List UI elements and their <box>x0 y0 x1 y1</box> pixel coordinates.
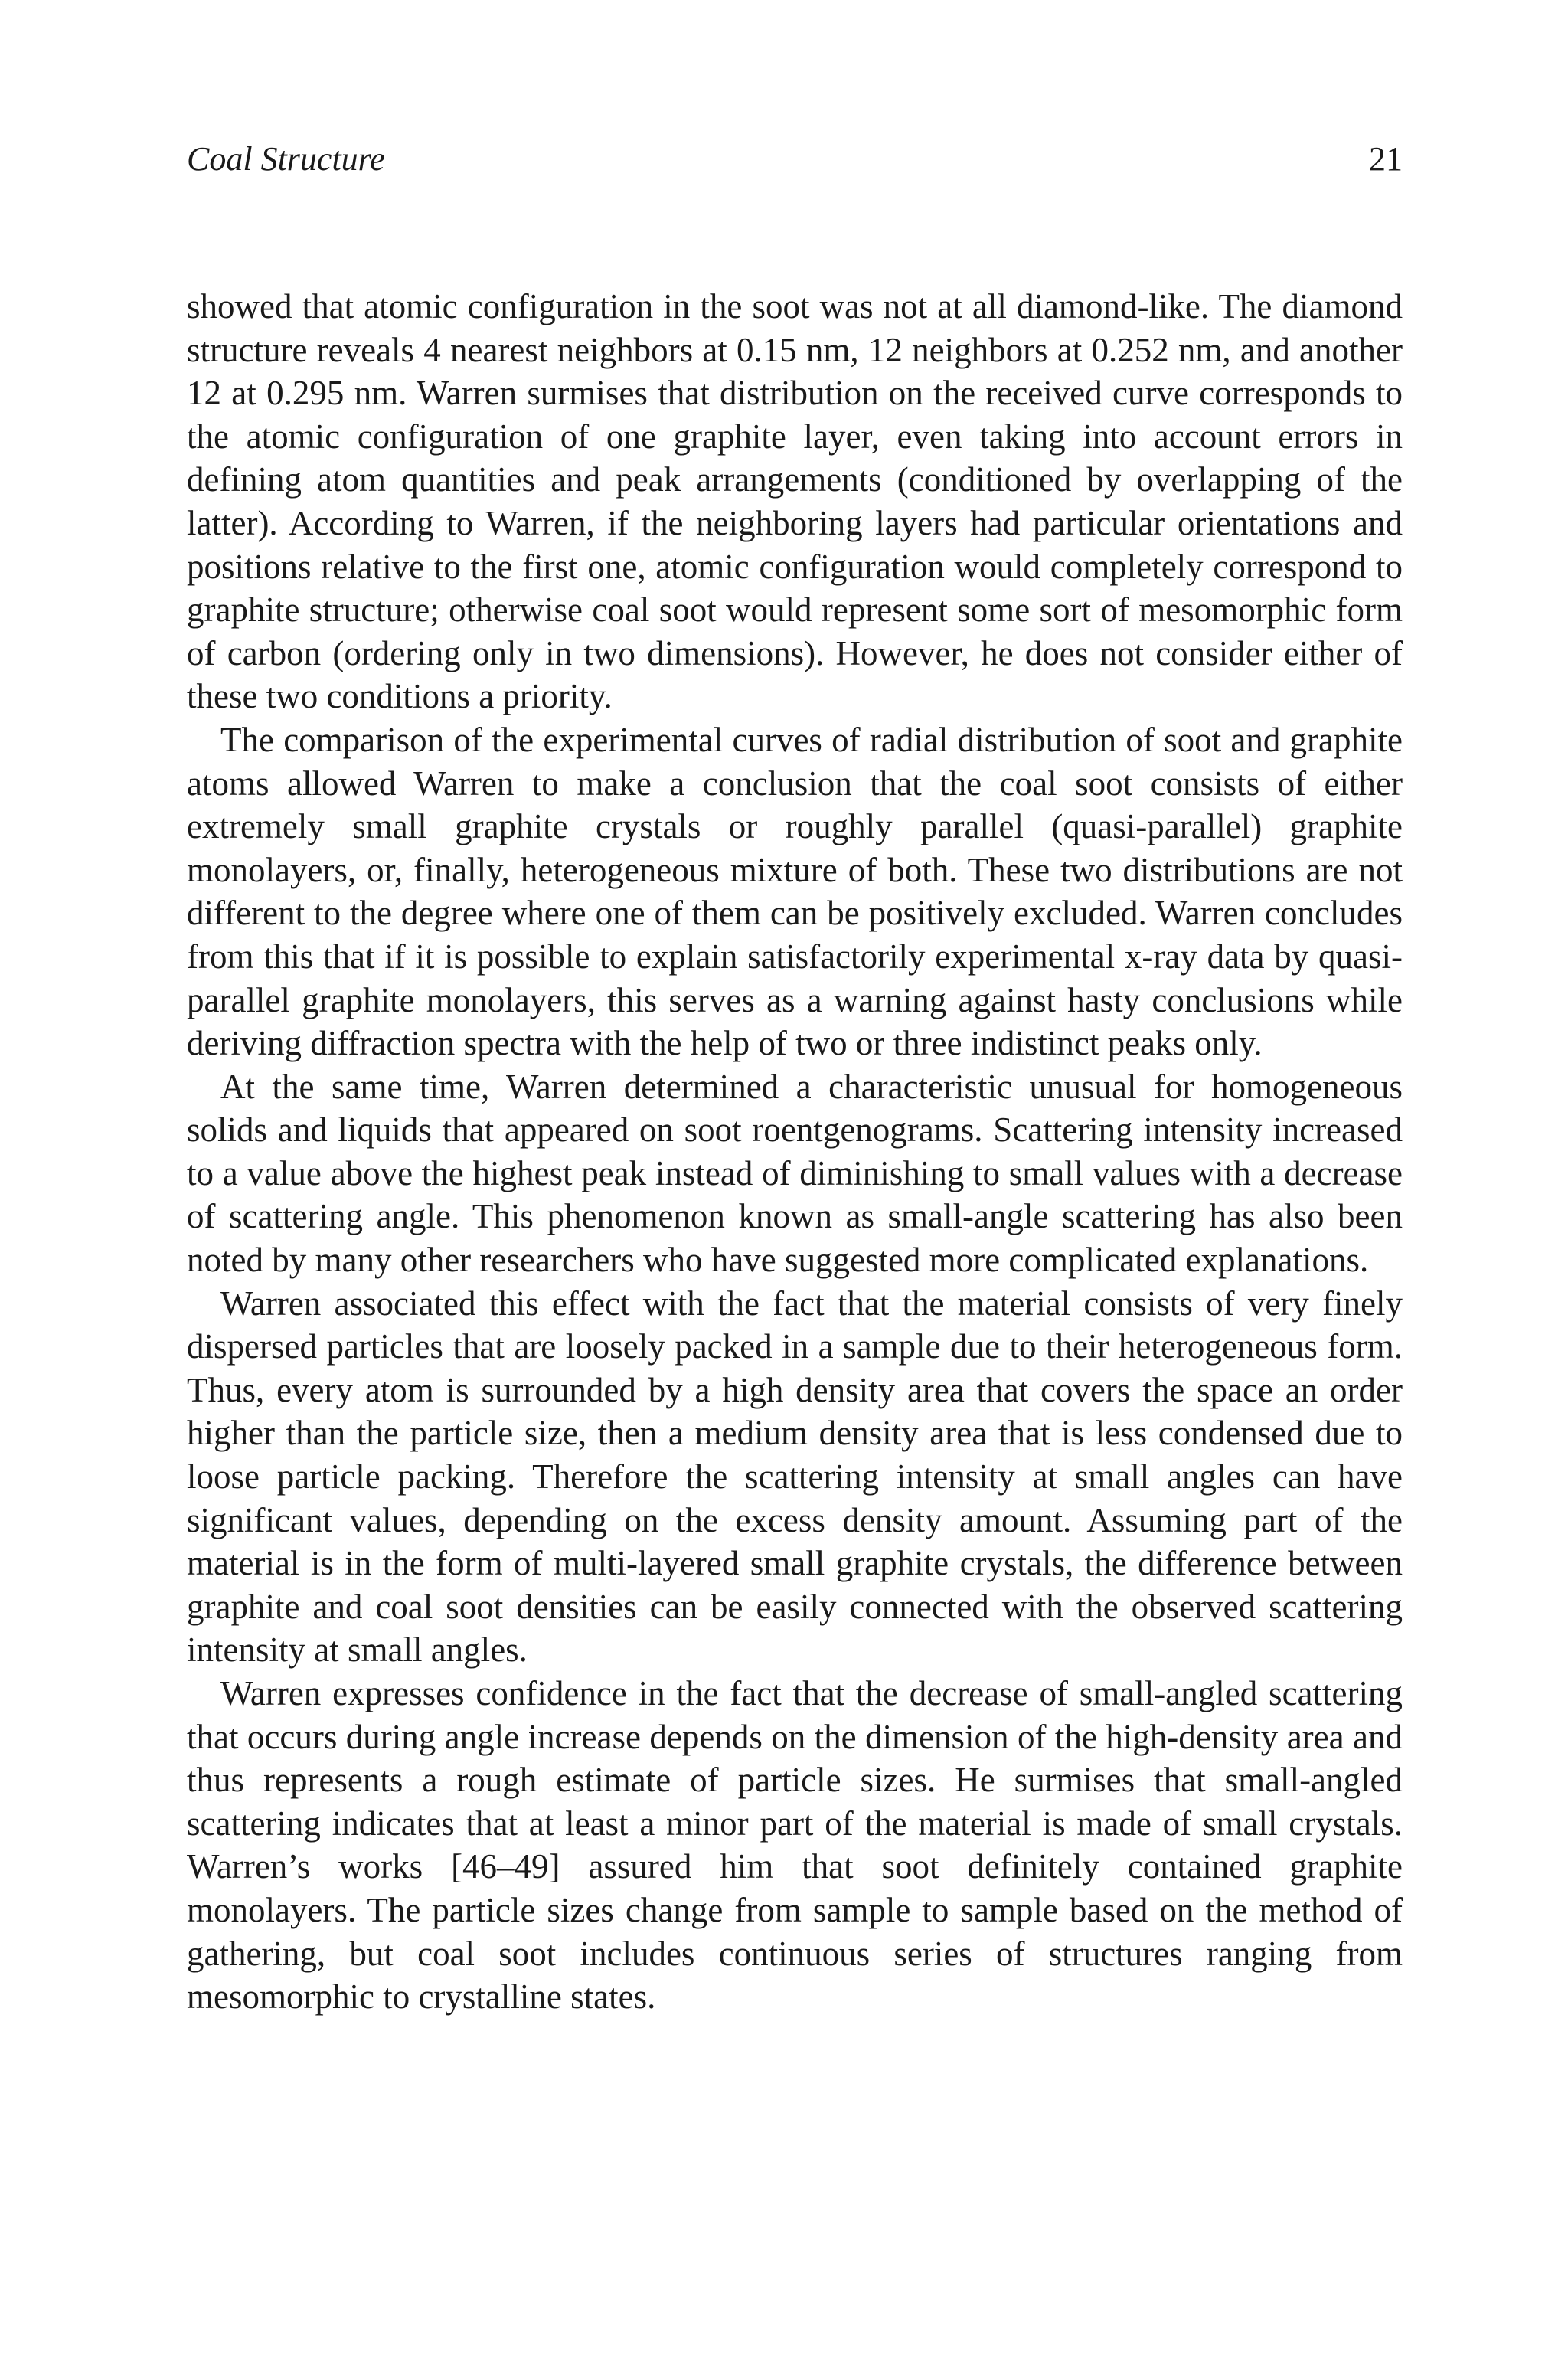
paragraph: Warren associated this effect with the fact that the material consists of very finely dispersed particles that are loosely packed in a sample due to their heterogeneous form. Thus, every atom is surrounded by a high density area that covers the space an order higher than the particle size, then a medium density area that is less condensed due to loose particle packing. Therefore the scattering intensity at small angles can have significant values, depending on the excess density amount. Assuming part of the material is in the form of multi-layered small graphite crystals, the difference between graphite and coal soot densities can be easily connected with the observed scattering intensity at small angles. <box>187 1284 1403 1670</box>
paragraph: showed that atomic configuration in the soot was not at all diamond-like. The diamond structure reveals 4 nearest neighbors at 0.15 nm, 12 neighbors at 0.252 nm, and another 12 at 0.295 nm. Warren surmises that distribution on the received curve corresponds to the atomic configuration of one graphite layer, even taking into account errors in defining atom quantities and peak arrangements (conditioned by overlapping of the latter). According to Warren, if the neighboring layers had particular orientations and positions relative to the first one, atomic configuration would completely correspond to graphite structure; otherwise coal soot would represent some sort of mesomorphic form of carbon (ordering only in two dimensions). However, he does not consider either of these two conditions a priority. <box>187 287 1403 716</box>
running-title: Coal Structure <box>187 140 385 178</box>
paragraph: Warren expresses confidence in the fact that the decrease of small-angled scattering that occurs during angle increase depends on the dimension of the high-density area and thus represents a rough estimate of particle sizes. He surmises that small-angled scattering indicates that at least a minor part of the material is made of small crystals. Warren’s works [46–49] assured him that soot definitely contained graphite monolayers. The particle sizes change from sample to sample based on the method of gathering, but coal soot includes continuous series of structures ranging from mesomorphic to crystalline states. <box>187 1674 1403 2016</box>
body-text <box>187 285 1403 2019</box>
paragraph: At the same time, Warren determined a characteristic unusual for homogeneous solids and liquids that appeared on soot roentgenograms. Scattering intensity increased to a value above the highest peak instead of diminishing to small values with a decrease of scattering angle. This phenomenon known as small-angle scattering has also been noted by many other researchers who have suggested more complicated explanations. <box>187 1067 1403 1280</box>
running-head <box>187 136 1403 182</box>
page-number: 21 <box>1369 140 1403 178</box>
paragraph: The comparison of the experimental curves of radial distribution of soot and graphite atoms allowed Warren to make a conclusion that the coal soot consists of either extremely small graphite crystals or roughly parallel (quasi-parallel) graphite monolayers, or, finally, heterogeneous mixture of both. These two distributions are not different to the degree where one of them can be positively excluded. Warren concludes from this that if it is possible to explain satisfactorily experimental x-ray data by quasi-parallel graphite monolayers, this serves as a warning against hasty conclusions while deriving diffraction spectra with the help of two or three indistinct peaks only. <box>187 720 1403 1063</box>
